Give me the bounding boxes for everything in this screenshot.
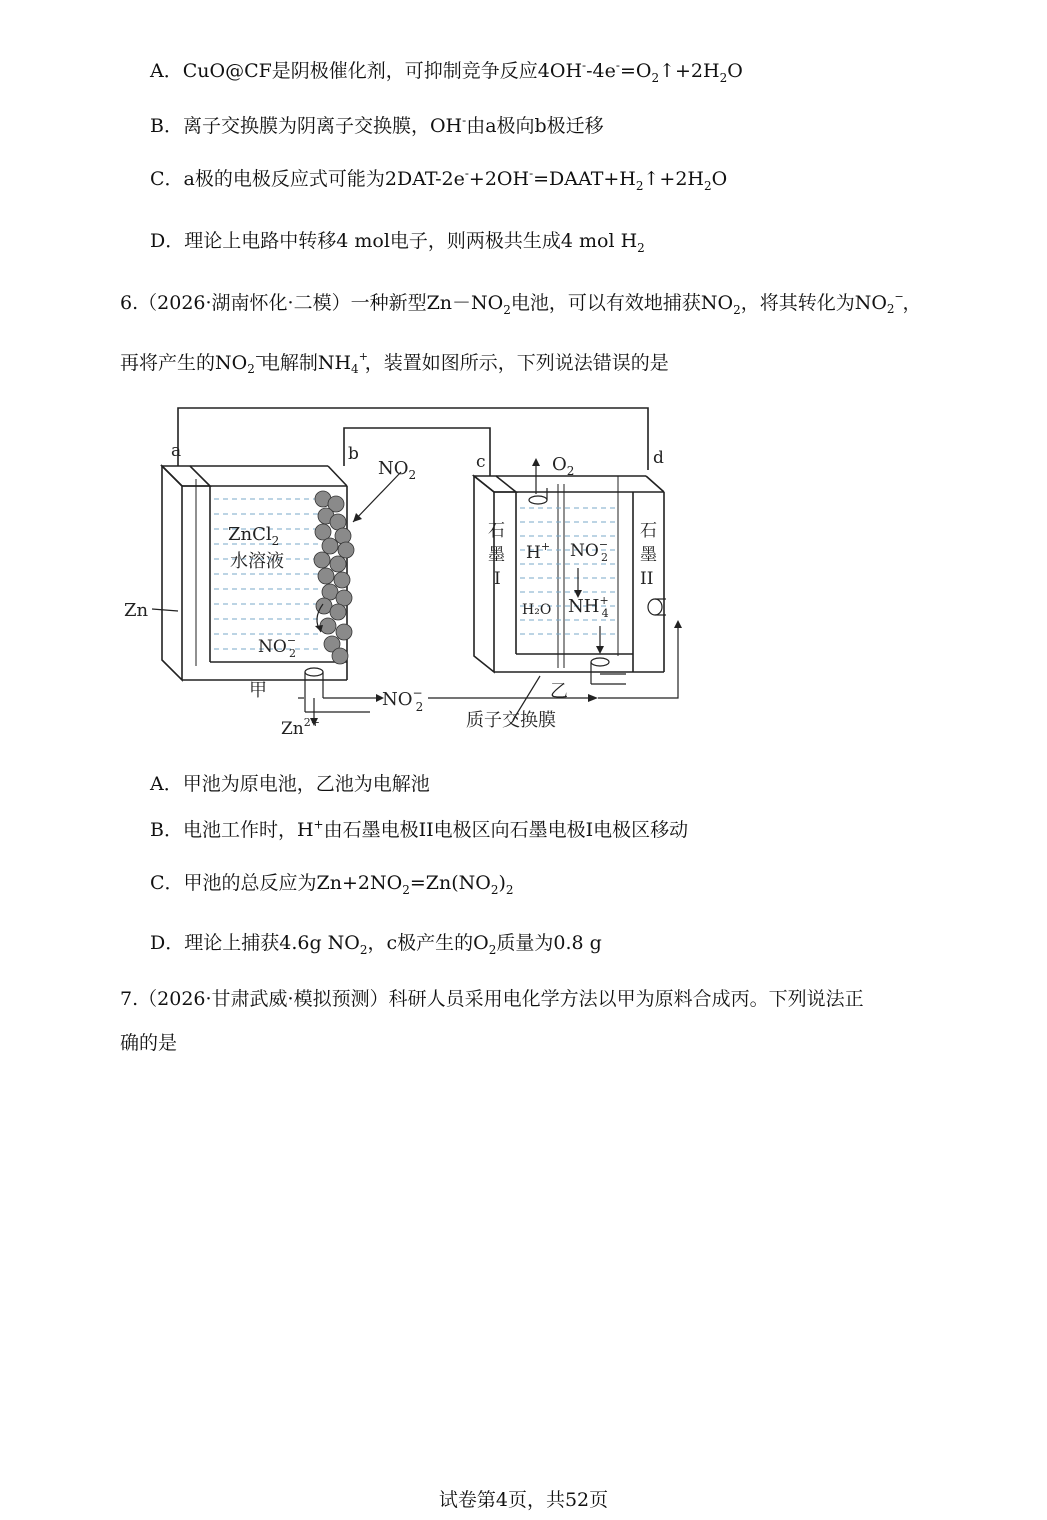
graphite-2-char-3: II: [640, 569, 654, 589]
terminal-b-label: b: [348, 444, 359, 464]
cell-yi-label: 乙: [550, 681, 568, 702]
terminal-a-label: a: [171, 441, 182, 461]
electrochemical-cell-diagram: [118, 404, 698, 746]
graphite-1-char-1: 石: [488, 521, 505, 541]
cell-jia-label: 甲: [249, 680, 267, 701]
page-footer: 试卷第4页，共52页: [438, 1489, 609, 1511]
graphite-1-char-2: 墨: [488, 545, 505, 565]
q5-option-d: D．理论上电路中转移4 mol电子，则两极共生成4 mol $H_2$: [150, 230, 645, 255]
q6-stem-line2: 再将产生的$NO_2$ − 电解制$NH_4$ + ，装置如图所示，下列说法错误的是: [120, 350, 669, 376]
h2o-label: H₂O: [522, 602, 552, 618]
h-plus-label: H+: [526, 540, 551, 563]
zncl2-label: ZnCl$_2$: [228, 524, 280, 548]
no2-label-top: $NO_2$: [378, 458, 417, 482]
terminal-d-label: d: [653, 448, 664, 468]
q7-stem-line1: 7.（2026·甘肃武威·模拟预测）科研人员采用电化学方法以甲为原料合成丙。下列说法正: [120, 988, 864, 1010]
q5-option-a: A．CuO@CF是阴极催化剂，可抑制竞争反应$4OH^--4e^-=O_2↑+2H_2O$: [150, 58, 743, 85]
q5-option-b: B．离子交换膜为阴离子交换膜，OH-由a极向b极迁移: [150, 113, 604, 137]
no2-minus-label-inside: NO− 2: [258, 634, 297, 660]
q6-option-d: D．理论上捕获4.6g $NO_2$，c极产生的$O_2$质量为0.8 g: [150, 932, 602, 957]
no2-minus-label-yi: NO− 2: [570, 538, 609, 564]
graphite-2-char-2: 墨: [640, 545, 657, 565]
q5-option-c: C．a极的电极反应式可能为$2DAT-2e^-+2OH^-=DAAT+H_2↑+2H_2O$: [150, 166, 728, 193]
cell-yi: [474, 458, 682, 720]
graphite-2-char-1: 石: [640, 521, 657, 541]
q6-option-a: A．甲池为原电池，乙池为电解池: [150, 773, 430, 795]
q7-stem-line2: 确的是: [120, 1032, 178, 1054]
zn-label: Zn: [124, 600, 149, 621]
graphite-1-char-3: I: [494, 569, 501, 589]
no2-minus-label-flow: NO− 2: [382, 686, 424, 714]
proton-exchange-membrane-label: 质子交换膜: [466, 710, 556, 731]
zn2plus-label: $Zn^{2+}$: [281, 716, 320, 739]
terminal-c-label: c: [476, 452, 486, 472]
q6-option-c: C．甲池的总反应为$Zn+2NO_2=Zn(NO_2)_2$: [150, 872, 514, 897]
cell-jia: [152, 466, 401, 726]
q6-option-b: B．电池工作时，H+由石墨电极II电极区向石墨电极I电极区移动: [150, 817, 689, 841]
q6-stem-line1: 6.（2026·湖南怀化·二模）一种新型$Zn-NO_2$电池，可以有效地捕获$NO_2$，将其转化为$NO_2$ − ，: [120, 290, 922, 317]
o2-label: $O_2$: [552, 454, 575, 478]
nh4-plus-label: NH+ 4: [568, 594, 609, 620]
solution-label: 水溶液: [230, 551, 284, 572]
